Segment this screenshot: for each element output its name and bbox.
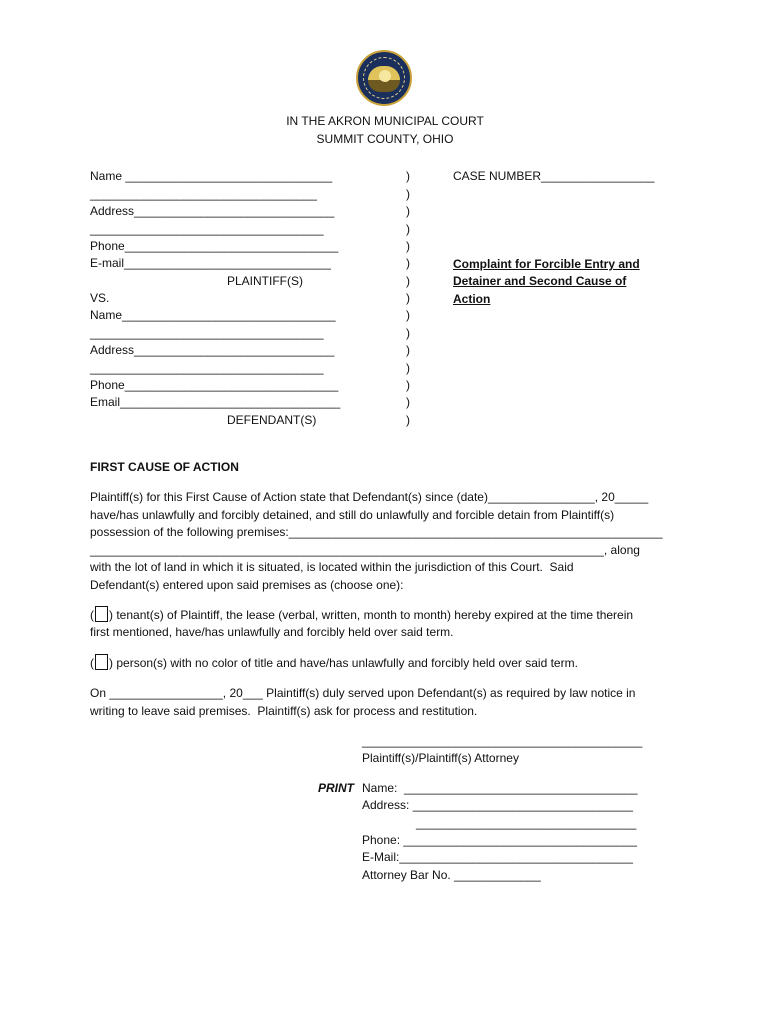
plaintiff-name-blank-field[interactable]: __________________________________ bbox=[90, 187, 317, 201]
tenant-checkbox[interactable] bbox=[95, 606, 108, 622]
print-label: PRINT bbox=[318, 781, 354, 795]
signature-line[interactable]: __________________________________________ bbox=[362, 734, 643, 748]
attorney-email-field[interactable]: E-Mail:___________________________________ bbox=[362, 850, 633, 864]
caption-paren: ) bbox=[406, 274, 410, 288]
caption-paren: ) bbox=[406, 222, 410, 236]
defendant-phone-field[interactable]: Phone________________________________ bbox=[90, 378, 339, 392]
county-name: SUMMIT COUNTY, OHIO bbox=[316, 132, 454, 146]
notice-line: On _________________, 20___ Plaintiff(s) duly served upon Defendant(s) as required by law notice in bbox=[90, 686, 636, 700]
plaintiff-name-field[interactable]: Name _______________________________ bbox=[90, 169, 333, 183]
defendant-address-blank-field[interactable]: ___________________________________ bbox=[90, 361, 324, 375]
caption-paren: ) bbox=[406, 395, 410, 409]
attorney-name-field[interactable]: Name: ___________________________________ bbox=[362, 781, 638, 795]
complaint-title-line: Action bbox=[453, 292, 491, 306]
caption-paren: ) bbox=[406, 413, 410, 427]
plaintiff-address-blank-field[interactable]: ___________________________________ bbox=[90, 222, 324, 236]
caption-paren: ) bbox=[406, 361, 410, 375]
option-tenant: ( ) tenant(s) of Plaintiff, the lease (verbal, written, month to month) hereby expired at the time therein bbox=[90, 608, 634, 622]
caption-paren: ) bbox=[406, 343, 410, 357]
option-no-title: ( ) person(s) with no color of title and have/has unlawfully and forcibly held over said term. bbox=[90, 656, 578, 670]
plaintiff-address-field[interactable]: Address______________________________ bbox=[90, 204, 335, 218]
caption-paren: ) bbox=[406, 239, 410, 253]
caption-paren: ) bbox=[406, 169, 410, 183]
first-cause-heading: FIRST CAUSE OF ACTION bbox=[90, 460, 239, 474]
plaintiff-email-field[interactable]: E-mail_______________________________ bbox=[90, 256, 331, 270]
notice-line: writing to leave said premises. Plaintiff(s) ask for process and restitution. bbox=[90, 704, 478, 718]
caption-paren: ) bbox=[406, 187, 410, 201]
first-cause-paragraph-line: have/has unlawfully and forcibly detained, and still do unlawfully and forcible detain from Plaintiff(s) bbox=[90, 508, 615, 522]
attorney-bar-number-field[interactable]: Attorney Bar No. _____________ bbox=[362, 868, 541, 882]
caption-paren: ) bbox=[406, 256, 410, 270]
attorney-address-blank-field[interactable]: _________________________________ bbox=[416, 816, 637, 830]
no-title-checkbox[interactable] bbox=[95, 654, 108, 670]
option-no-title-text: person(s) with no color of title and have/has unlawfully and forcibly held over said term. bbox=[116, 656, 578, 670]
defendant-label: DEFENDANT(S) bbox=[227, 413, 317, 427]
option-tenant-text-cont: first mentioned, have/has unlawfully and forcibly held over said term. bbox=[90, 625, 454, 639]
option-tenant-text: tenant(s) of Plaintiff, the lease (verbal, written, month to month) hereby expired at the time therein bbox=[116, 608, 634, 622]
defendant-email-field[interactable]: Email_________________________________ bbox=[90, 395, 341, 409]
case-number-field[interactable]: CASE NUMBER_________________ bbox=[453, 169, 655, 183]
attorney-phone-field[interactable]: Phone: ___________________________________ bbox=[362, 833, 637, 847]
defendant-name-field[interactable]: Name________________________________ bbox=[90, 308, 336, 322]
caption-paren: ) bbox=[406, 378, 410, 392]
first-cause-paragraph-line: _____________________________________________________________________________, along bbox=[90, 543, 640, 557]
caption-paren: ) bbox=[406, 204, 410, 218]
first-cause-paragraph-line: possession of the following premises:________________________________________________________ bbox=[90, 525, 663, 539]
caption-paren: ) bbox=[406, 291, 410, 305]
plaintiff-label: PLAINTIFF(S) bbox=[227, 274, 304, 288]
complaint-title-line: Detainer and Second Cause of bbox=[453, 274, 627, 288]
court-name: IN THE AKRON MUNICIPAL COURT bbox=[286, 114, 484, 128]
caption-paren: ) bbox=[406, 326, 410, 340]
first-cause-paragraph-line: with the lot of land in which it is situated, is located within the jurisdiction of this Court. Said bbox=[90, 560, 574, 574]
caption-paren: ) bbox=[406, 308, 410, 322]
first-cause-paragraph-line: Plaintiff(s) for this First Cause of Action state that Defendant(s) since (date)________________, 20_____ bbox=[90, 490, 649, 504]
plaintiff-phone-field[interactable]: Phone________________________________ bbox=[90, 239, 339, 253]
defendant-name-blank-field[interactable]: ___________________________________ bbox=[90, 326, 324, 340]
defendant-address-field[interactable]: Address______________________________ bbox=[90, 343, 335, 357]
complaint-title-line: Complaint for Forcible Entry and bbox=[453, 257, 640, 271]
attorney-address-field[interactable]: Address: _________________________________ bbox=[362, 798, 633, 812]
versus-label: VS. bbox=[90, 291, 110, 305]
signature-label: Plaintiff(s)/Plaintiff(s) Attorney bbox=[362, 751, 519, 765]
court-seal-icon bbox=[356, 50, 412, 106]
first-cause-paragraph-line: Defendant(s) entered upon said premises as (choose one): bbox=[90, 578, 404, 592]
